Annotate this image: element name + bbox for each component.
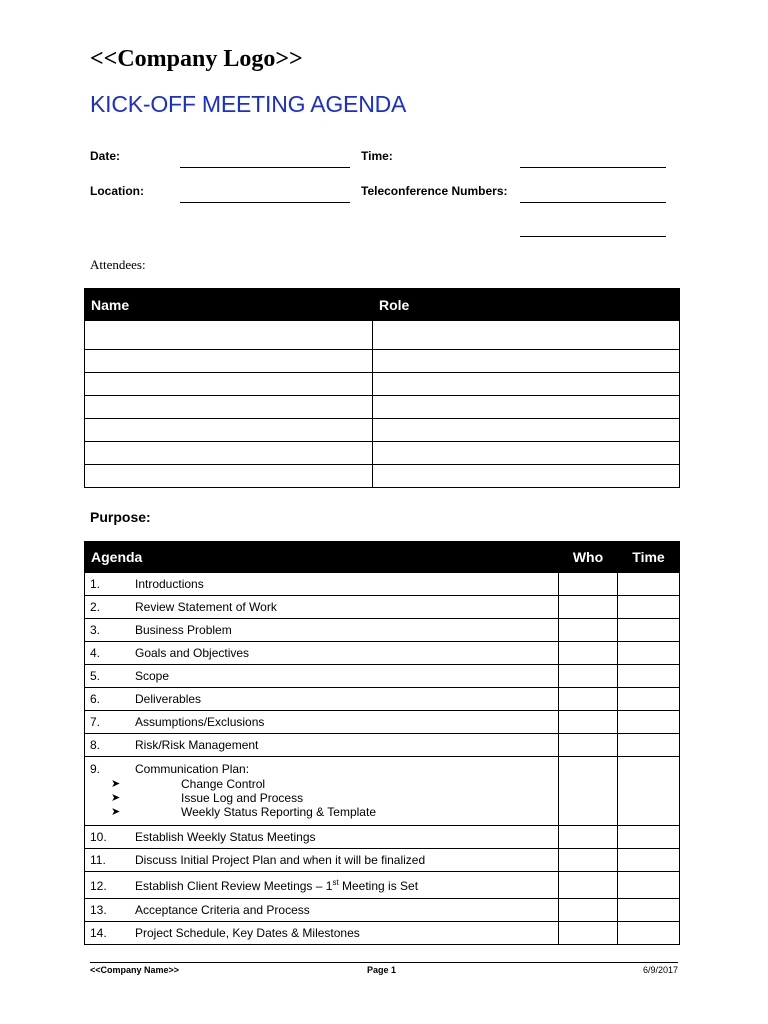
who-cell[interactable] bbox=[559, 899, 618, 922]
agenda-item-number: 3. bbox=[90, 623, 101, 637]
agenda-item bbox=[85, 757, 559, 826]
time-cell[interactable] bbox=[618, 872, 680, 899]
who-cell[interactable] bbox=[559, 642, 618, 665]
sub-item-text: Weekly Status Reporting & Template bbox=[181, 805, 376, 819]
time-cell[interactable] bbox=[618, 711, 680, 734]
agenda-item-number: 2. bbox=[90, 600, 101, 614]
time-cell[interactable] bbox=[618, 573, 680, 596]
agenda-item bbox=[85, 688, 559, 711]
footer-page-number: Page 1 bbox=[367, 965, 397, 975]
agenda-item-superscript: st bbox=[332, 877, 339, 887]
time-cell[interactable] bbox=[618, 642, 680, 665]
agenda-item-number: 6. bbox=[90, 692, 101, 706]
agenda-item-number: 14. bbox=[90, 926, 107, 940]
footer-date: 6/9/2017 bbox=[642, 965, 678, 975]
agenda-item bbox=[85, 596, 559, 619]
agenda-item-text: Project Schedule, Key Dates & Milestones bbox=[135, 926, 360, 940]
name-column-header: Name bbox=[85, 289, 373, 321]
agenda-item-number: 1. bbox=[90, 577, 101, 591]
time-cell[interactable] bbox=[618, 596, 680, 619]
time-cell[interactable] bbox=[618, 757, 680, 826]
sub-item-text: Change Control bbox=[181, 777, 266, 791]
arrow-bullet-icon: ➤ bbox=[111, 806, 121, 818]
attendee-name-cell[interactable] bbox=[85, 373, 373, 396]
attendee-name-cell[interactable] bbox=[85, 396, 373, 419]
sub-item-text: Issue Log and Process bbox=[181, 791, 304, 805]
agenda-item-text: Risk/Risk Management bbox=[135, 738, 259, 752]
who-cell[interactable] bbox=[559, 757, 618, 826]
sub-item bbox=[85, 777, 558, 791]
agenda-item bbox=[85, 619, 559, 642]
attendee-name-cell[interactable] bbox=[85, 442, 373, 465]
agenda-item-number: 8. bbox=[90, 738, 101, 752]
who-cell[interactable] bbox=[559, 826, 618, 849]
agenda-item-number: 5. bbox=[90, 669, 101, 683]
who-cell[interactable] bbox=[559, 711, 618, 734]
agenda-item bbox=[85, 849, 559, 872]
arrow-bullet-icon: ➤ bbox=[111, 792, 121, 804]
attendee-name-cell[interactable] bbox=[85, 350, 373, 373]
attendee-role-cell[interactable] bbox=[373, 396, 680, 419]
time-cell[interactable] bbox=[618, 688, 680, 711]
attendee-role-cell[interactable] bbox=[373, 321, 680, 350]
attendee-name-cell[interactable] bbox=[85, 465, 373, 488]
agenda-table bbox=[84, 541, 680, 945]
attendee-role-cell[interactable] bbox=[373, 465, 680, 488]
location-label: Location: bbox=[90, 184, 144, 198]
agenda-item-text: Business Problem bbox=[135, 623, 232, 637]
page-title: KICK-OFF MEETING AGENDA bbox=[90, 91, 407, 117]
date-field[interactable] bbox=[180, 167, 350, 168]
agenda-item-number: 4. bbox=[90, 646, 101, 660]
agenda-item-text: Acceptance Criteria and Process bbox=[135, 903, 310, 917]
sub-item bbox=[85, 791, 558, 805]
sub-item bbox=[85, 805, 558, 819]
teleconference-label: Teleconference Numbers: bbox=[361, 184, 508, 198]
agenda-item-text: Establish Weekly Status Meetings bbox=[135, 830, 316, 844]
who-cell[interactable] bbox=[559, 922, 618, 945]
agenda-item bbox=[85, 734, 559, 757]
who-cell[interactable] bbox=[559, 688, 618, 711]
time-label: Time: bbox=[361, 149, 393, 163]
agenda-item-text: Establish Client Review Meetings – 1 bbox=[135, 878, 333, 893]
agenda-item-text: Goals and Objectives bbox=[135, 646, 250, 660]
attendee-role-cell[interactable] bbox=[373, 373, 680, 396]
agenda-item-text: Communication Plan: bbox=[135, 762, 250, 776]
company-logo-placeholder: <<Company Logo>> bbox=[90, 46, 303, 72]
agenda-item bbox=[85, 899, 559, 922]
agenda-item-number: 7. bbox=[90, 715, 101, 729]
agenda-item-text: Scope bbox=[135, 669, 170, 683]
agenda-column-header: Agenda bbox=[85, 542, 559, 573]
agenda-item-text-after: Meeting is Set bbox=[338, 878, 419, 893]
teleconference-field-1[interactable] bbox=[520, 202, 666, 203]
purpose-label: Purpose: bbox=[90, 509, 151, 525]
time-cell[interactable] bbox=[618, 665, 680, 688]
who-cell[interactable] bbox=[559, 734, 618, 757]
agenda-item bbox=[85, 711, 559, 734]
who-cell[interactable] bbox=[559, 596, 618, 619]
time-cell[interactable] bbox=[618, 849, 680, 872]
who-cell[interactable] bbox=[559, 573, 618, 596]
time-cell[interactable] bbox=[618, 734, 680, 757]
agenda-item-text: Review Statement of Work bbox=[135, 600, 277, 614]
agenda-item-number: 9. bbox=[90, 762, 101, 776]
who-cell[interactable] bbox=[559, 849, 618, 872]
attendee-name-cell[interactable] bbox=[85, 321, 373, 350]
attendees-label: Attendees: bbox=[90, 257, 146, 272]
agenda-item-text: Introductions bbox=[135, 577, 204, 591]
agenda-item-number: 12. bbox=[90, 878, 107, 893]
agenda-item bbox=[85, 922, 559, 945]
agenda-item-text: Discuss Initial Project Plan and when it will be finalized bbox=[135, 853, 426, 867]
who-column-header: Who bbox=[559, 542, 618, 573]
time-cell[interactable] bbox=[618, 922, 680, 945]
who-cell[interactable] bbox=[559, 872, 618, 899]
role-column-header: Role bbox=[373, 289, 680, 321]
agenda-item-text: Deliverables bbox=[135, 692, 202, 706]
time-cell[interactable] bbox=[618, 619, 680, 642]
agenda-item-number: 13. bbox=[90, 903, 107, 917]
attendee-role-cell[interactable] bbox=[373, 350, 680, 373]
teleconference-field-2[interactable] bbox=[520, 236, 666, 237]
agenda-item-number: 10. bbox=[90, 830, 107, 844]
agenda-item bbox=[85, 665, 559, 688]
who-cell[interactable] bbox=[559, 619, 618, 642]
footer-divider bbox=[90, 962, 678, 963]
who-cell[interactable] bbox=[559, 665, 618, 688]
date-label: Date: bbox=[90, 149, 121, 163]
time-column-header: Time bbox=[618, 542, 680, 573]
agenda-item bbox=[85, 826, 559, 849]
agenda-item-text: Assumptions/Exclusions bbox=[135, 715, 265, 729]
footer-company-name: <<Company Name>> bbox=[90, 965, 180, 975]
agenda-item bbox=[85, 573, 559, 596]
time-cell[interactable] bbox=[618, 899, 680, 922]
attendees-table bbox=[84, 288, 680, 488]
arrow-bullet-icon: ➤ bbox=[111, 778, 121, 790]
agenda-item bbox=[85, 872, 559, 899]
location-field[interactable] bbox=[180, 202, 350, 203]
time-cell[interactable] bbox=[618, 826, 680, 849]
attendee-name-cell[interactable] bbox=[85, 419, 373, 442]
time-field[interactable] bbox=[520, 167, 666, 168]
attendee-role-cell[interactable] bbox=[373, 442, 680, 465]
agenda-item-number: 11. bbox=[90, 853, 106, 867]
attendee-role-cell[interactable] bbox=[373, 419, 680, 442]
agenda-item bbox=[85, 642, 559, 665]
